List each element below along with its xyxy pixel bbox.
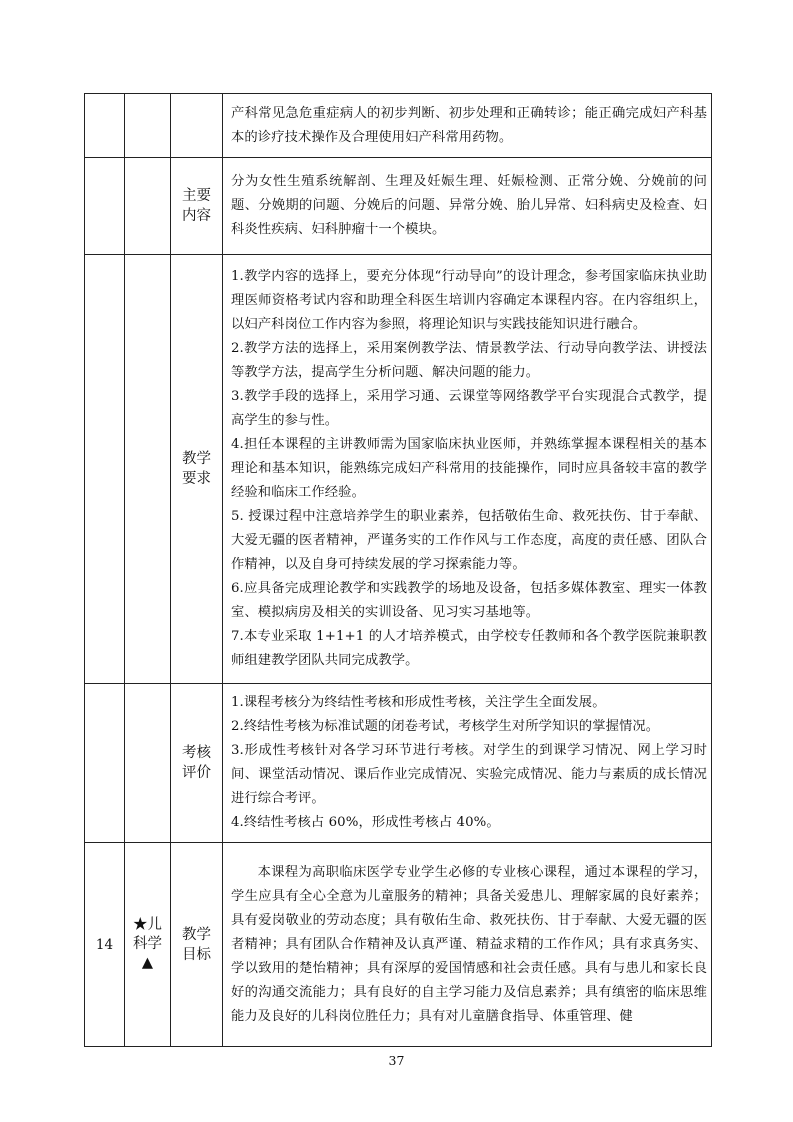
teaching-goals-text: 本课程为高职临床医学专业学生必修的专业核心课程，通过本课程的学习，学生应具有全心全意为儿童服务的精神；具备关爱患儿、理解家属的良好素养；具有爱岗敬业的劳动态度；具有敬佑生命、救死扶伤、甘于奉献、大爱无疆的医者精神；具有团队合作精神及认真严谨、精益求精的工作作风；具有求真务实、学以致用的楚怡精神；具有深厚的爱国情感和社会责任感。具有与患儿和家长良好的沟通交流能力；具有良好的自主学习能力及信息素养；具有缜密的临床思维能力及良好的儿科岗位胜任力；具有对儿童膳食指导、体重管理、健: [231, 864, 707, 1024]
row-label-cell: [171, 684, 223, 843]
table-row-continued-goals: [85, 94, 712, 158]
main-content-text: 分为女性生殖系统解剖、生理及妊娠生理、妊娠检测、正常分娩、分娩前的问题、分娩期的问题、分娩后的问题、异常分娩、胎儿异常、妇科病史及检查、妇科炎性疾病、妇科肿瘤十一个模块。: [231, 174, 707, 237]
teaching-requirements-label: 教学要求: [181, 451, 211, 487]
course-name-cell-empty: [125, 255, 171, 684]
list-item: 7.本专业采取 1+1+1 的人才培养模式，由学校专任教师和各个教学医院兼职教师组建教学团队共同完成教学。: [231, 629, 707, 668]
content-cell: [223, 255, 712, 684]
content-cell: [223, 843, 712, 1047]
row-label-cell: [171, 843, 223, 1047]
row-label-cell: [171, 255, 223, 684]
teaching-goals-label: 教学目标: [181, 926, 211, 963]
list-item: 6.应具备完成理论教学和实践教学的场地及设备，包括多媒体教室、理实一体教室、模拟病房及相关的实训设备、见习实习基地等。: [231, 581, 707, 620]
main-content-label: 主要内容: [181, 188, 211, 224]
content-cell: [223, 158, 712, 255]
list-item: 3.教学手段的选择上，采用学习通、云课堂等网络教学平台实现混合式教学，提高学生的参与性。: [231, 389, 707, 428]
list-item: 5. 授课过程中注意培养学生的职业素养，包括敬佑生命、救死扶伤、甘于奉献、大爱无疆的医者精神，严谨务实的工作作风与工作态度，高度的责任感、团队合作精神，以及自身可持续发展的学习探索能力等。: [231, 509, 707, 572]
course-number-cell-empty: [85, 94, 125, 158]
list-item: 4.担任本课程的主讲教师需为国家临床执业医师，并熟练掌握本课程相关的基本理论和基本知识，能熟练完成妇产科常用的技能操作，同时应具备较丰富的教学经验和临床工作经验。: [231, 437, 707, 500]
content-cell: [223, 94, 712, 158]
list-item: 3.形成性考核针对各学习环节进行考核。对学生的到课学习情况、网上学习时间、课堂活动情况、课后作业完成情况、实验完成情况、能力与素质的成长情况进行综合考评。: [231, 743, 707, 806]
assessment-label: 考核评价: [181, 745, 211, 781]
teaching-requirements-list: [223, 265, 711, 673]
table-row-teaching-requirements: [85, 255, 712, 684]
course-number-cell-empty: [85, 684, 125, 843]
course-name-cell-empty: [125, 158, 171, 255]
list-item: 4.终结性考核占 60%，形成性考核占 40%。: [231, 815, 500, 830]
row-label-cell: [171, 158, 223, 255]
course-name-cell-empty: [125, 684, 171, 843]
course-number-cell-empty: [85, 255, 125, 684]
curriculum-table: [84, 93, 712, 1047]
course-name-cell: [125, 843, 171, 1047]
table-row-course-14: [85, 843, 712, 1047]
course-number: 14: [95, 936, 114, 953]
table-row-assessment: [85, 684, 712, 843]
assessment-list: [223, 691, 711, 835]
course-name-line-3: ▲: [141, 955, 154, 971]
table-row-main-content: [85, 158, 712, 255]
list-item: 2.终结性考核为标准试题的闭卷考试，考核学生对所学知识的掌握情况。: [231, 719, 660, 734]
row-label-cell-empty: [171, 94, 223, 158]
course-number-cell-empty: [85, 158, 125, 255]
list-item: 1.教学内容的选择上，要充分体现“行动导向”的设计理念，参考国家临床执业助理医师资格考试内容和助理全科医生培训内容确定本课程内容。在内容组织上，以妇产科岗位工作内容为参照，将理论知识与实践技能知识进行融合。: [231, 269, 707, 332]
course-name-line-1: ★儿: [133, 917, 162, 933]
list-item: 1.课程考核分为终结性考核和形成性考核，关注学生全面发展。: [231, 695, 606, 710]
content-cell: [223, 684, 712, 843]
page-number: 37: [388, 1053, 405, 1068]
continued-goals-text: 产科常见急危重症病人的初步判断、初步处理和正确转诊；能正确完成妇产科基本的诊疗技术操作及合理使用妇产科常用药物。: [231, 105, 707, 145]
course-number-cell: [85, 843, 125, 1047]
list-item: 2.教学方法的选择上，采用案例教学法、情景教学法、行动导向教学法、讲授法等教学方法，提高学生分析问题、解决问题的能力。: [231, 341, 707, 380]
course-name-line-2: 科学: [133, 936, 162, 952]
course-name-cell-empty: [125, 94, 171, 158]
